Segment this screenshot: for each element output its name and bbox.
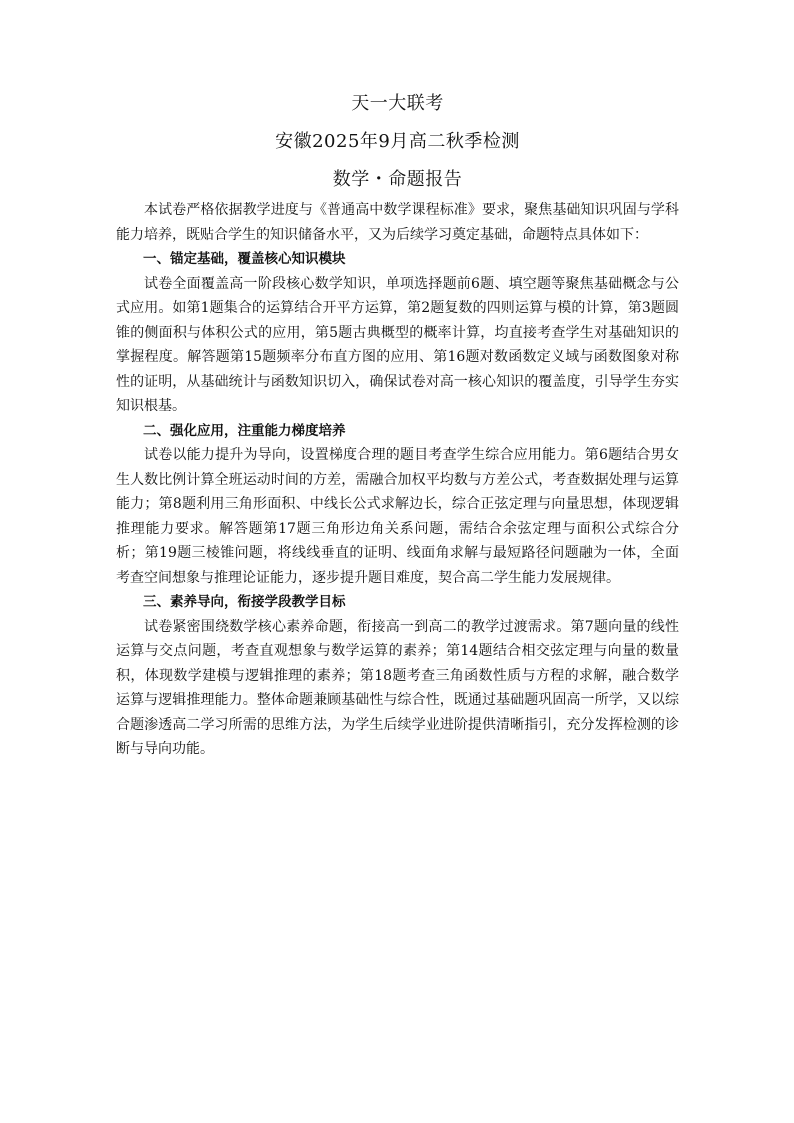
section-body-3: 试卷紧密围绕数学核心素养命题，衔接高一到高二的教学过渡需求。第7题向量的线性运算与交点问题，考查直观想象与数学运算的素养；第14题结合相交弦定理与向量的数量积，体现数学建模与逻辑推理的素养；第18题考查三角函数性质与方程的求解，融合数学运算与逻辑推理能力。整体命题兼顾基础性与综合性，既通过基础题巩固高一所学，又以综合题渗透高二学习所需的思维方法，为学生后续学业进阶提供清晰指引，充分发挥检测的诊断与导向功能。 (116, 618, 679, 757)
section-heading-3: 三、素养导向，衔接学段教学目标 (143, 594, 346, 610)
report-body (116, 198, 679, 762)
section-heading-2: 二、强化应用，注重能力梯度培养 (143, 422, 346, 439)
section-heading-1: 一、锚定基础，覆盖核心知识模块 (143, 251, 346, 267)
org-title: 天一大联考 (351, 93, 444, 114)
exam-title: 安徽2025年9月高二秋季检测 (275, 131, 520, 152)
report-page (116, 92, 679, 762)
section-body-1: 试卷全面覆盖高一阶段核心数学知识，单项选择题前6题、填空题等聚焦基础概念与公式应用。如第1题集合的运算结合开平方运算，第2题复数的四则运算与模的计算，第3题圆锥的侧面积与体积公式的应用，第5题古典概型的概率计算，均直接考查学生对基础知识的掌握程度。解答题第15题频率分布直方图的应用、第16题对数函数定义域与函数图象对称性的证明，从基础统计与函数知识切入，确保试卷对高一核心知识的覆盖度，引导学生夯实知识根基。 (116, 275, 679, 414)
intro-paragraph: 本试卷严格依据教学进度与《普通高中数学课程标准》要求，聚焦基础知识巩固与学科能力培养，既贴合学生的知识储备水平，又为后续学习奠定基础，命题特点具体如下： (116, 202, 679, 243)
report-title: 数学・命题报告 (332, 169, 463, 190)
section-body-2: 试卷以能力提升为导向，设置梯度合理的题目考查学生综合应用能力。第6题结合男女生人数比例计算全班运动时间的方差，需融合加权平均数与方差公式，考查数据处理与运算能力；第8题利用三角形面积、中线长公式求解边长，综合正弦定理与向量思想，体现逻辑推理能力要求。解答题第17题三角形边角关系问题，需结合余弦定理与面积公式综合分析；第19题三棱锥问题，将线线垂直的证明、线面角求解与最短路径问题融为一体，全面考查空间想象与推理论证能力，逐步提升题目难度，契合高二学生能力发展规律。 (116, 447, 679, 586)
